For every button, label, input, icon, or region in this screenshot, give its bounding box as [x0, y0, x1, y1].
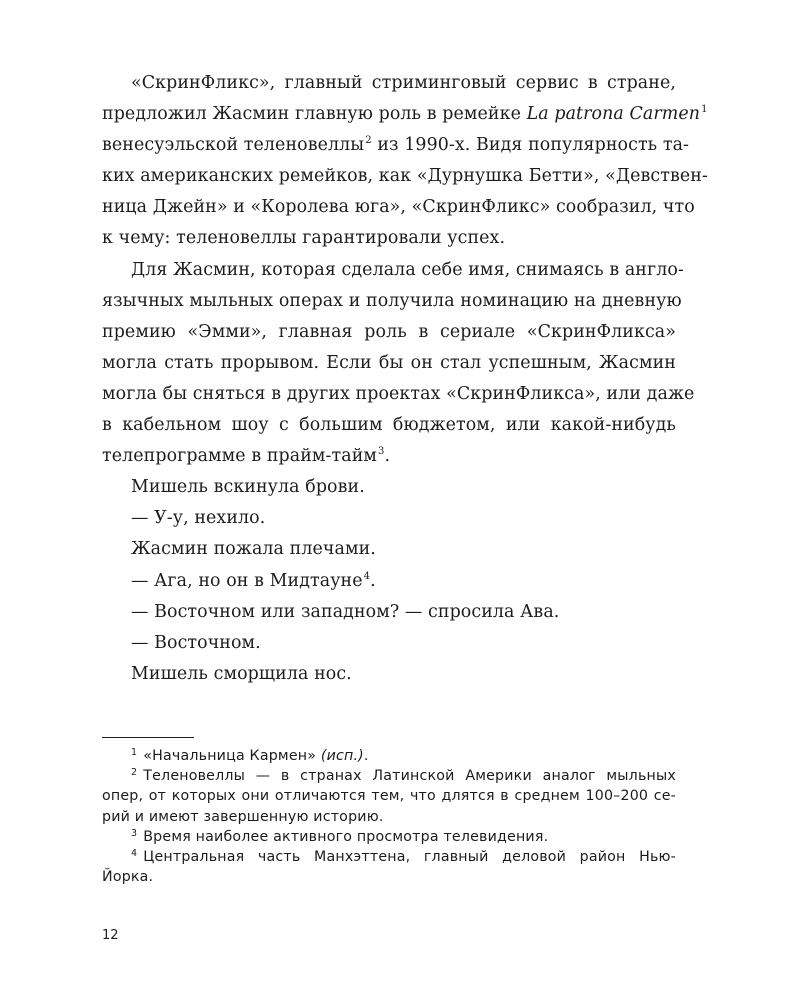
text-line: венесуэльской теленовеллы$^2$ из 1990-х. Видя популярность та- — [102, 135, 690, 156]
footnote-number: 4 — [131, 848, 138, 860]
footnote-ref[interactable]: 1 — [701, 104, 708, 116]
dialogue-line: — Восточном или западном? — спросила Ава. — [131, 601, 560, 622]
dialogue-line: — У-у, нехило. — [131, 508, 266, 529]
footnote-line: $^1$ «Начальница Кармен» (исп.). — [131, 747, 369, 764]
footnote-line: Йорка. — [102, 869, 154, 886]
text-line: предложил Жасмин главную роль в ремейке La patrona Carmen$^1$ — [102, 104, 708, 125]
text-line: язычных мыльных операх и получила номинацию на дневную — [102, 290, 682, 311]
text-line: могла бы сняться в других проектах «СкринФликса», или даже — [102, 383, 695, 404]
footnote-line: $^2$ Теленовеллы — в странах Латинской Америки аналог мыльных — [131, 767, 676, 785]
page-number: 12 — [102, 928, 119, 943]
paragraph — [102, 255, 695, 473]
footnote-2 — [102, 766, 676, 827]
text-line: ких американских ремейков, как «Дурнушка Бетти», «Девствен- — [102, 166, 708, 187]
footnote-ref[interactable]: 2 — [365, 135, 372, 147]
footnote-line: $^3$ Время наиболее активного просмотра телевидения. — [131, 827, 549, 845]
text-line: к чему: теленовеллы гарантировали успех. — [102, 228, 506, 249]
dialogue-line: Мишель вскинула брови. — [131, 477, 365, 498]
footnote-line: $^4$ Центральная часть Манхэттена, главный деловой район Нью- — [131, 848, 676, 866]
footnote-ref[interactable]: 4 — [363, 570, 371, 582]
footnote-ref[interactable]: 3 — [378, 446, 385, 458]
text-line: в кабельном шоу с большим бюджетом, или какой-нибудь — [102, 415, 676, 436]
dialogue-line: — Восточном. — [131, 632, 261, 653]
footnote-line: опер, от которых они отличаются тем, что длятся в среднем 100–200 се- — [102, 788, 676, 805]
footnote-number: 3 — [131, 827, 138, 839]
text-line: «СкринФликс», главный стриминговый сервис в стране, — [131, 73, 676, 93]
footnote-number: 2 — [131, 767, 138, 779]
text-line: премию «Эмми», главная роль в сериале «СкринФликса» — [102, 321, 676, 342]
dialogue-line: Мишель сморщила нос. — [131, 663, 352, 684]
body-text — [102, 68, 708, 690]
dialogue-line: Жасмин пожала плечами. — [131, 539, 376, 560]
footnotes — [102, 746, 676, 887]
footnote-number: 1 — [131, 747, 138, 758]
footnote-line: рий и имеют завершенную историю. — [102, 808, 384, 825]
text-line: ница Джейн» и «Королева юга», «СкринФликс» сообразил, что — [102, 197, 695, 218]
footnote-1 — [102, 746, 676, 766]
italic-title: La patrona Carmen — [526, 104, 701, 125]
text-line: Для Жасмин, которая сделала себе имя, снимаясь в англо- — [131, 259, 684, 280]
dialogue-line: — Ага, но он в Мидтауне$^4$. — [131, 570, 376, 591]
text-line: могла стать прорывом. Если бы он стал успешным, Жасмин — [102, 352, 676, 373]
footnote-separator — [102, 737, 194, 738]
paragraph — [102, 68, 708, 255]
text-line: телепрограмме в прайм-тайм$^3$. — [102, 446, 391, 467]
footnote-4 — [102, 847, 676, 887]
footnote-3 — [102, 827, 676, 847]
